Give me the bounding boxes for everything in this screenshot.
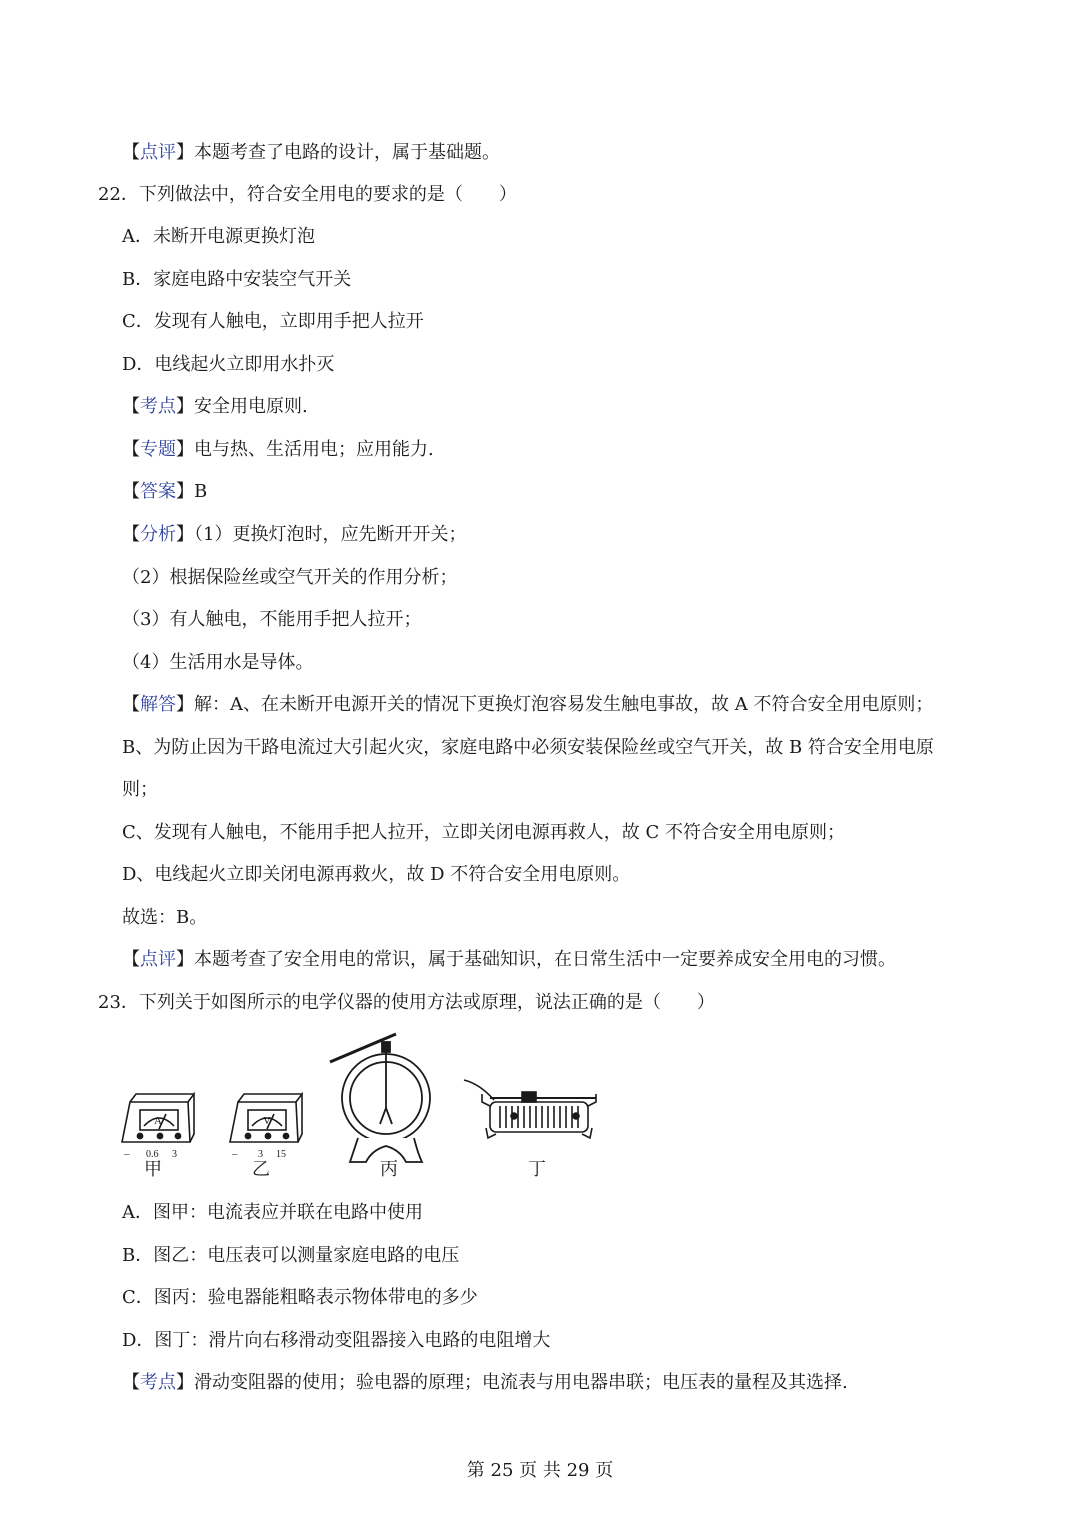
voltmeter-figure	[230, 1094, 302, 1160]
jieda-line: 则；	[122, 779, 158, 800]
kaodian: 【考点】安全用电原则.	[122, 396, 308, 417]
jieda-line: D、电线起火立即关闭电源再救火，故 D 不符合安全用电原则。	[122, 864, 631, 885]
ammeter-figure	[122, 1094, 194, 1160]
electroscope-figure	[330, 1034, 430, 1162]
prev-review	[122, 140, 500, 166]
voltmeter-terminal-0: 3	[258, 1149, 263, 1160]
ammeter-terminal-1: 3	[172, 1149, 177, 1160]
tag-dianping: 【点评】	[122, 142, 194, 163]
voltmeter-symbol: V	[263, 1115, 271, 1127]
question-stem: 下列关于如图所示的电学仪器的使用方法或原理，说法正确的是（ ）	[138, 992, 715, 1013]
kaodian: 【考点】滑动变阻器的使用；验电器的原理；电流表与用电器串联；电压表的量程及其选择.	[122, 1372, 848, 1393]
tag-daan: 【答案】	[122, 481, 194, 502]
daan: 【答案】B	[122, 481, 208, 502]
question-stem: 下列做法中，符合安全用电的要求的是（ ）	[138, 184, 517, 205]
question-23-stem	[98, 990, 715, 1016]
dianping: 【点评】本题考查了安全用电的常识，属于基础知识，在日常生活中一定要养成安全用电的习惯。	[122, 949, 896, 970]
question-22-stem	[98, 182, 517, 208]
voltmeter-terminal-1: 15	[276, 1149, 286, 1160]
option-b: B．家庭电路中安装空气开关	[122, 269, 352, 290]
question-number: 23．	[98, 992, 139, 1013]
tag-kaodian: 【考点】	[122, 1372, 194, 1393]
tag-jieda: 【解答】	[122, 694, 194, 715]
tag-fenxi: 【分析】	[122, 524, 194, 545]
page-footer: 第 25 页 共 29 页	[466, 1460, 614, 1481]
jieda: 【解答】解：A、在未断开电源开关的情况下更换灯泡容易发生触电事故，故 A 不符合安全用电原则；	[122, 694, 934, 715]
rheostat-figure	[464, 1080, 596, 1138]
ammeter-symbol: A	[154, 1115, 162, 1127]
option-c: C．发现有人触电，立即用手把人拉开	[122, 311, 424, 332]
jieda-line: C、发现有人触电，不能用手把人拉开，立即关闭电源再救人，故 C 不符合安全用电原则；	[122, 822, 845, 843]
option-a: A．未断开电源更换灯泡	[122, 226, 315, 247]
option-b: B．图乙：电压表可以测量家庭电路的电压	[122, 1245, 460, 1266]
ammeter-terminal-0: 0.6	[146, 1149, 159, 1160]
figure-label-yi: 乙	[252, 1159, 270, 1180]
option-d: D．电线起火立即用水扑灭	[122, 354, 335, 375]
svg-text:–: –	[232, 1148, 238, 1160]
figure-label-bing: 丙	[380, 1159, 398, 1180]
jieda-line: B、为防止因为干路电流过大引起火灾，家庭电路中必须安装保险丝或空气开关，故 B 符合安全用电原	[122, 737, 934, 758]
figure-label-jia: 甲	[144, 1159, 162, 1180]
fenxi: 【分析】（1）更换灯泡时，应先断开开关；	[122, 524, 467, 545]
option-c: C．图丙：验电器能粗略表示物体带电的多少	[122, 1287, 478, 1308]
prev-review-text: 本题考查了电路的设计，属于基础题。	[194, 142, 500, 163]
tag-dianping: 【点评】	[122, 949, 194, 970]
fenxi-line: （4）生活用水是导体。	[122, 652, 314, 673]
tag-kaodian: 【考点】	[122, 396, 194, 417]
option-d: D．图丁：滑片向右移滑动变阻器接入电路的电阻增大	[122, 1330, 551, 1351]
figure-label-ding: 丁	[528, 1159, 546, 1180]
tag-zhuanti: 【专题】	[122, 439, 194, 460]
fenxi-line: （2）根据保险丝或空气开关的作用分析；	[122, 567, 458, 588]
option-a: A．图甲：电流表应并联在电路中使用	[122, 1202, 423, 1223]
question-number: 22．	[98, 184, 139, 205]
svg-text:–: –	[124, 1148, 130, 1160]
fenxi-line: （3）有人触电，不能用手把人拉开；	[122, 609, 422, 630]
jieda-line: 故选：B。	[122, 907, 208, 928]
zhuanti: 【专题】电与热、生活用电；应用能力.	[122, 439, 434, 460]
